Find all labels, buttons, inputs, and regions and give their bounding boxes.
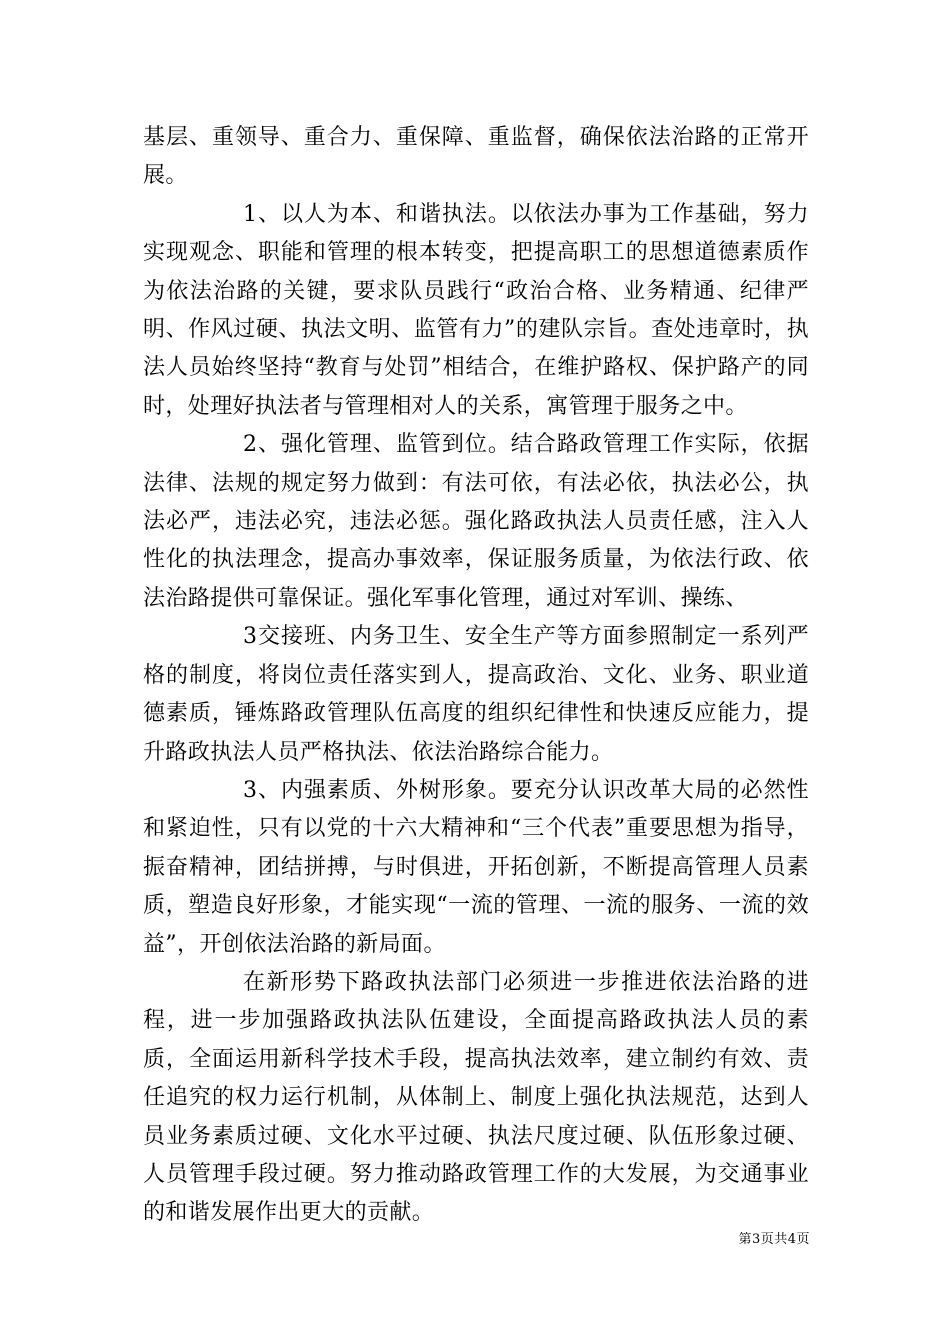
- page-number: 第3页共4页: [738, 1232, 810, 1247]
- paragraph-conclusion: 在新形势下路政执法部门必须进一步推进依法治路的进程，进一步加强路政执法队伍建设，全面提高路政执法人员的素质，全面运用新科学技术手段，提高执法效率，建立制约有效、责任追究的权力运行机制，从体制上、制度上强化执法规范，达到人员业务素质过硬、文化水平过硬、执法尺度过硬、队伍形象过硬、人员管理手段过硬。努力推动路政管理工作的大发展，为交通事业的和谐发展作出更大的贡献。: [143, 969, 809, 1226]
- paragraph-section-2: 2、强化管理、监管到位。结合路政管理工作实际，依据法律、法规的规定努力做到：有法可依，有法必依，执法必公，执法必严，违法必究，违法必惩。强化路政执法人员责任感，注入人性化的执法理念，提高办事效率，保证服务质量，为依法行政、依法治路提供可靠保证。强化军事化管理，通过对军训、操练、: [143, 432, 809, 611]
- paragraph-continuation: 基层、重领导、重合力、重保障、重监督，确保依法治路的正常开展。: [143, 125, 809, 189]
- paragraph-section-2-continued: 3交接班、内务卫生、安全生产等方面参照制定一系列严格的制度，将岗位责任落实到人，提高政治、文化、业务、职业道德素质，锤炼路政管理队伍高度的组织纪律性和快速反应能力，提升路政执法人员严格执法、依法治路综合能力。: [143, 624, 809, 765]
- paragraph-section-1: 1、以人为本、和谐执法。以依法办事为工作基础，努力实现观念、职能和管理的根本转变，把提高职工的思想道德素质作为依法治路的关键，要求队员践行“政治合格、业务精通、纪律严明、作风过硬、执法文明、监管有力”的建队宗旨。查处违章时，执法人员始终坚持“教育与处罚”相结合，在维护路权、保护路产的同时，处理好执法者与管理相对人的关系，寓管理于服务之中。: [143, 201, 809, 419]
- document-body: [143, 119, 809, 1233]
- paragraph-section-3: 3、内强素质、外树形象。要充分认识改革大局的必然性和紧迫性，只有以党的十六大精神和“三个代表”重要思想为指导，振奋精神，团结拼搏，与时俱进，开拓创新，不断提高管理人员素质，塑造良好形象，才能实现“一流的管理、一流的服务、一流的效益”，开创依法治路的新局面。: [143, 777, 809, 957]
